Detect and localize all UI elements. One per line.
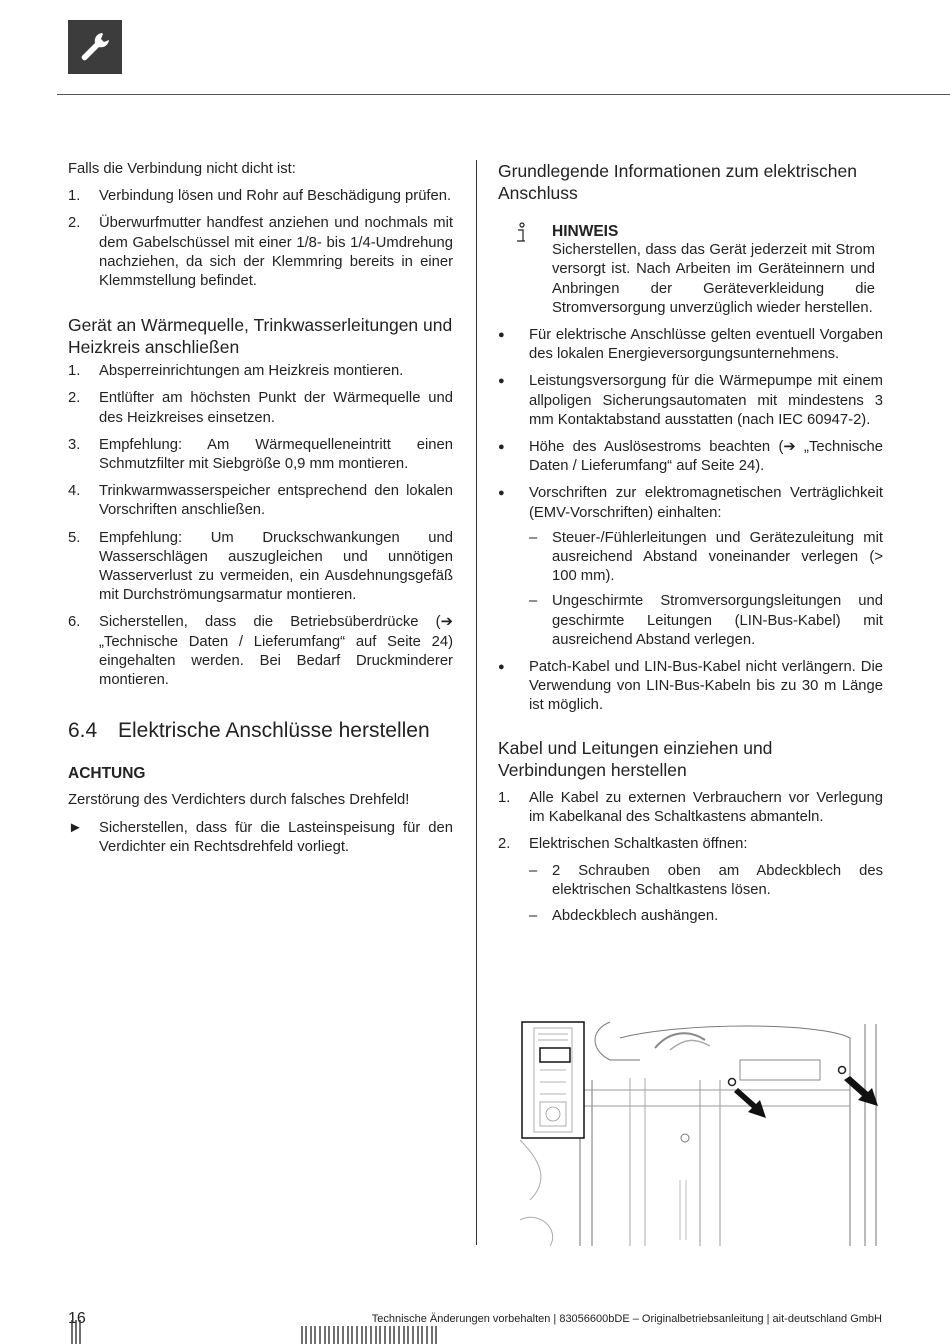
step-number: 2. — [68, 390, 81, 407]
step-text: Entlüfter am höchsten Punkt der Wärmequelle und des Heizkreises einsetzen. — [99, 390, 453, 426]
sub-list-item — [529, 592, 883, 650]
bullet-icon: ● — [498, 487, 505, 500]
step-text: Alle Kabel zu externen Verbrauchern vor Verlegung im Kabelkanal des Schaltkastens abmanteln. — [529, 789, 883, 825]
footer-text: Technische Änderungen vorbehalten | 83056600bDE – Originalbetriebsanleitung | ait-deutschland GmbH — [371, 1313, 882, 1325]
step-text: Überwurfmutter handfest anziehen und nochmals mit dem Gabelschüssel mit einer 1/8- bis 1/4-Umdrehung nachziehen, da sich der Klemmring bereits in einer Klemmstellung befindet. — [99, 215, 453, 290]
step-text: Absperreinrichtungen am Heizkreis montieren. — [99, 363, 404, 380]
list-item — [68, 613, 453, 690]
list-item — [68, 482, 453, 520]
list-item — [498, 438, 883, 476]
sub-list-item — [529, 907, 883, 926]
list-item — [498, 326, 883, 364]
bullet-icon: ● — [498, 375, 505, 388]
step-number: 5. — [68, 529, 81, 546]
section-title: Elektrische Anschlüsse herstellen — [118, 719, 430, 743]
heading-cables: Kabel und Leitungen einziehen und Verbindungen herstellen — [498, 737, 773, 780]
bullet-icon: ● — [498, 329, 505, 342]
list-item — [498, 658, 883, 716]
list-item — [68, 529, 453, 606]
dash-text: Steuer-/Fühlerleitungen und Gerätezuleitung mit ausreichend Abstand voneinander verlegen (> 100 mm). — [552, 529, 883, 585]
heading-connect: Gerät an Wärmequelle, Trinkwasserleitungen und Heizkreis anschließen — [68, 315, 453, 358]
hint-title: HINWEIS — [552, 223, 619, 240]
bullet-list — [498, 326, 883, 716]
bullet-text: Leistungsversorgung für die Wärmepumpe mit einem allpoligen Sicherungsautomaten mit mindestens 3 mm Kontaktabstand ausstatten (nach IEC 60947-2). — [529, 373, 883, 428]
hint-text: Sicherstellen, dass das Gerät jederzeit mit Strom versorgt ist. Nach Arbeiten im Geräteinnern und Anbringen der Geräteverkleidung die Stromversorgung unverzüglich wieder herstellen. — [552, 242, 875, 316]
bullet-text: Patch-Kabel und LIN-Bus-Kabel nicht verlängern. Die Verwendung von LIN-Bus-Kabeln bis zu 30 m Länge ist möglich. — [529, 659, 883, 714]
step-number: 6. — [68, 614, 81, 631]
column-divider — [476, 160, 477, 1245]
page-number: 16 — [68, 1310, 86, 1327]
step-number: 1. — [498, 789, 511, 806]
steps-cables — [498, 789, 883, 926]
list-item — [68, 436, 453, 474]
hint-box — [498, 222, 883, 318]
action-item — [68, 819, 453, 857]
dash-text: Ungeschirmte Stromversorgungsleitungen und geschirmte Leitungen (LIN-Bus-Kabel) mit ausreichend Abstand verlegen. — [552, 593, 883, 648]
step-text: Sicherstellen, dass die Betriebsüberdrücke (➔ „Technische Daten / Lieferumfang“ auf Seite 24) eingehalten werden. Bei Bedarf Druckminderer montieren. — [99, 614, 453, 689]
header-rule — [57, 94, 950, 95]
dash-mark: – — [529, 863, 538, 880]
step-text: Empfehlung: Um Druckschwankungen und Wasserschlägen auszugleichen und unnötigen Wasserverlust zu vermeiden, ein Ausdehnungsgefäß mit Durchströmungsarmatur montieren. — [99, 529, 453, 604]
dash-mark: – — [529, 593, 538, 610]
step-number: 2. — [498, 836, 511, 853]
list-item — [68, 214, 453, 291]
list-item — [68, 389, 453, 427]
list-item — [68, 362, 453, 381]
info-icon — [498, 222, 552, 318]
bullet-text: Höhe des Auslösestroms beachten (➔ „Technische Daten / Lieferumfang“ auf Seite 24). — [529, 439, 883, 475]
warning-title: ACHTUNG — [68, 765, 146, 783]
step-number: 1. — [68, 363, 81, 380]
hint-body — [552, 222, 875, 318]
bullet-text: Für elektrische Anschlüsse gelten eventuell Vorgaben des lokalen Energieversorgungsunternehmens. — [529, 327, 883, 363]
intro-text: Falls die Verbindung nicht dicht ist: — [68, 161, 296, 177]
section-heading — [68, 718, 453, 744]
step-number: 4. — [68, 483, 81, 500]
step-number: 2. — [68, 215, 81, 232]
step-number: 1. — [68, 188, 81, 205]
right-column — [498, 160, 883, 926]
list-item — [68, 187, 453, 206]
steps-leak — [68, 187, 453, 291]
screw-marker — [729, 1067, 846, 1086]
step-text: Verbindung lösen und Rohr auf Beschädigung prüfen. — [99, 188, 452, 205]
list-item — [498, 789, 883, 827]
left-column — [68, 160, 453, 857]
list-item — [498, 484, 883, 522]
step-text: Elektrischen Schaltkasten öffnen: — [529, 836, 748, 853]
dash-mark: – — [529, 907, 538, 924]
bullet-text: Vorschriften zur elektromagnetischen Verträglichkeit (EMV-Vorschriften) einhalten: — [529, 485, 883, 521]
step-text: Trinkwarmwasserspeicher entsprechend den lokalen Vorschriften anschließen. — [99, 483, 453, 519]
dash-text: 2 Schrauben oben am Abdeckblech des elektrischen Schaltkastens lösen. — [552, 863, 883, 899]
list-item — [498, 835, 883, 854]
step-number: 3. — [68, 436, 81, 453]
sub-list-item — [529, 862, 883, 900]
section-number: 6.4 — [68, 719, 98, 743]
dash-mark: – — [529, 529, 538, 546]
warning-text: Zerstörung des Verdichters durch falsches Drehfeld! — [68, 792, 410, 809]
bullet-icon: ● — [498, 441, 505, 454]
control-box-illustration — [520, 1020, 882, 1246]
dash-text: Abdeckblech aushängen. — [552, 907, 719, 924]
step-text: Empfehlung: Am Wärmequelleneintritt einen Schmutzfilter mit Siebgröße 0,9 mm montieren. — [99, 436, 453, 473]
list-item — [498, 372, 883, 430]
bullet-icon: ● — [498, 661, 505, 674]
action-text: Sicherstellen, dass für die Lasteinspeisung für den Verdichter ein Rechtsdrehfeld vorliegt. — [99, 819, 453, 855]
steps-connect — [68, 362, 453, 690]
wrench-icon — [68, 20, 122, 74]
sub-list-item — [529, 529, 883, 587]
heading-basic-info: Grundlegende Informationen zum elektrischen Anschluss — [498, 161, 857, 203]
action-arrow-icon: ► — [68, 819, 83, 836]
